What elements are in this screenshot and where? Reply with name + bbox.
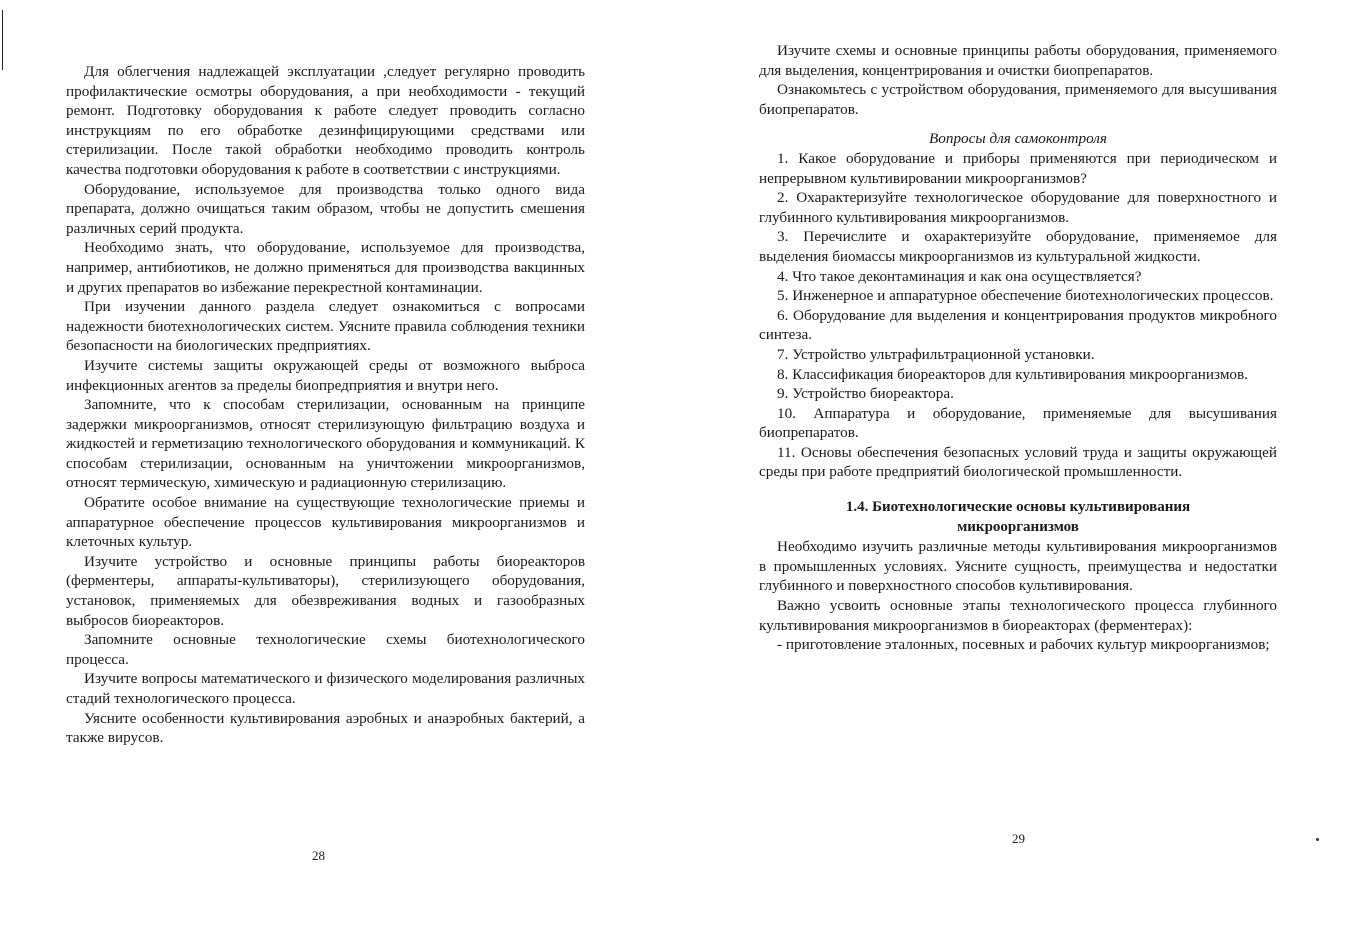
paragraph: Изучите системы защиты окружающей среды от возможного выброса инфекционных агентов за пределы биопредприятия и внутри него. xyxy=(66,356,585,394)
scan-speck xyxy=(1316,838,1319,841)
question-item: 3. Перечислите и охарактеризуйте оборудование, применяемое для выделения биомассы микроорганизмов из культуральной жидкости. xyxy=(759,228,1277,265)
question-item: 1. Какое оборудование и приборы применяются при периодическом и непрерывном культивировании микроорганизмов? xyxy=(759,149,1277,187)
page-number-left: 28 xyxy=(312,848,325,863)
question-item: 10. Аппаратура и оборудование, применяемые для высушивания биопрепаратов. xyxy=(759,404,1277,442)
paragraph: При изучении данного раздела следует ознакомиться с вопросами надежности биотехнологических систем. Уясните правила соблюдения техники безопасности на биологических предприятиях. xyxy=(66,298,585,355)
paragraph: Для облегчения надлежащей эксплуатации ,следует регулярно проводить профилактические осмотры оборудования, а при необходимости - текущий ремонт. Подготовку оборудования к работе следует проводить согласно инструкциям по его обработке дезинфицирующими средствами или стерилизации. После такой обработки необходимо проводить контроль качества подготовки оборудования к работе в соответствии с инструкциями. xyxy=(66,63,585,178)
paragraph: Важно усвоить основные этапы технологического процесса глубинного культивирования микроорганизмов в биореакторах (ферментерах): xyxy=(759,597,1277,634)
paragraph: Необходимо знать, что оборудование, используемое для производства, например, антибиотиков, не должно применяться для производства вакцинных и других препаратов во избежание перекрестной контаминации. xyxy=(66,239,585,296)
paragraph: Необходимо изучить различные методы культивирования микроорганизмов в промышленных условиях. Уясните сущность, преимущества и недостатки глубинного и поверхностного способов культивирования. xyxy=(759,538,1277,595)
paragraph: Обратите особое внимание на существующие технологические приемы и аппаратурное обеспечение процессов культивирования микроорганизмов и клеточных культур. xyxy=(66,494,585,551)
question-item: 11. Основы обеспечения безопасных условий труда и защиты окружающей среды при работе предприятий биологической промышленности. xyxy=(759,443,1277,481)
question-item: 9. Устройство биореактора. xyxy=(777,385,954,403)
right-page xyxy=(675,0,1350,930)
question-item: 5. Инженерное и аппаратурное обеспечение биотехнологических процессов. xyxy=(777,287,1274,305)
question-item: 7. Устройство ультрафильтрационной установки. xyxy=(777,345,1095,363)
questions-heading: Вопросы для самоконтроля xyxy=(929,130,1107,148)
paragraph: Оборудование, используемое для производства только одного вида препарата, должно очищаться таким образом, чтобы не допустить смешения различных серий продукта. xyxy=(66,180,585,237)
paragraph: Ознакомьтесь с устройством оборудования, применяемого для высушивания биопрепаратов. xyxy=(759,81,1277,118)
paragraph: Изучите схемы и основные принципы работы оборудования, применяемого для выделения, концентрирования и очистки биопрепаратов. xyxy=(759,42,1277,79)
section-title-line: микроорганизмов xyxy=(957,518,1079,535)
paragraph: Запомните, что к способам стерилизации, основанным на принципе задержки микроорганизмов, относят стерилизующую фильтрацию воздуха и жидкостей и герметизацию технологического оборудования и коммуникаций. К способам стерилизации, основанным на уничтожении микроорганизмов, относят термическую, химическую и радиационную стерилизацию. xyxy=(66,396,585,492)
question-item: 8. Классификация биореакторов для культивирования микроорганизмов. xyxy=(777,365,1248,383)
paragraph: Запомните основные технологические схемы биотехнологического процесса. xyxy=(66,631,585,668)
paragraph: Изучите устройство и основные принципы работы биореакторов (ферментеры, аппараты-культиваторы), стерилизующего оборудования, установок, применяемых для обезвреживания водных и газообразных выбросов биореакторов. xyxy=(66,552,585,629)
left-page-text xyxy=(66,62,585,748)
paragraph: Изучите вопросы математического и физического моделирования различных стадий технологического процесса. xyxy=(66,670,585,707)
question-item: 2. Охарактеризуйте технологическое оборудование для поверхностного и глубинного культивирования микроорганизмов. xyxy=(759,189,1277,226)
section-title-line: 1.4. Биотехнологические основы культивирования xyxy=(845,499,1191,516)
paragraph: Уясните особенности культивирования аэробных и анаэробных бактерий, а также вирусов. xyxy=(66,709,585,747)
right-page-text xyxy=(759,41,1277,655)
question-item: 4. Что такое деконтаминация и как она осуществляется? xyxy=(777,267,1142,285)
page-number-right: 29 xyxy=(1012,831,1025,846)
question-item: 6. Оборудование для выделения и концентрирования продуктов микробного синтеза. xyxy=(759,306,1277,344)
section-title xyxy=(759,498,1277,537)
paragraph: - приготовление эталонных, посевных и рабочих культур микроорганизмов; xyxy=(777,636,1270,654)
